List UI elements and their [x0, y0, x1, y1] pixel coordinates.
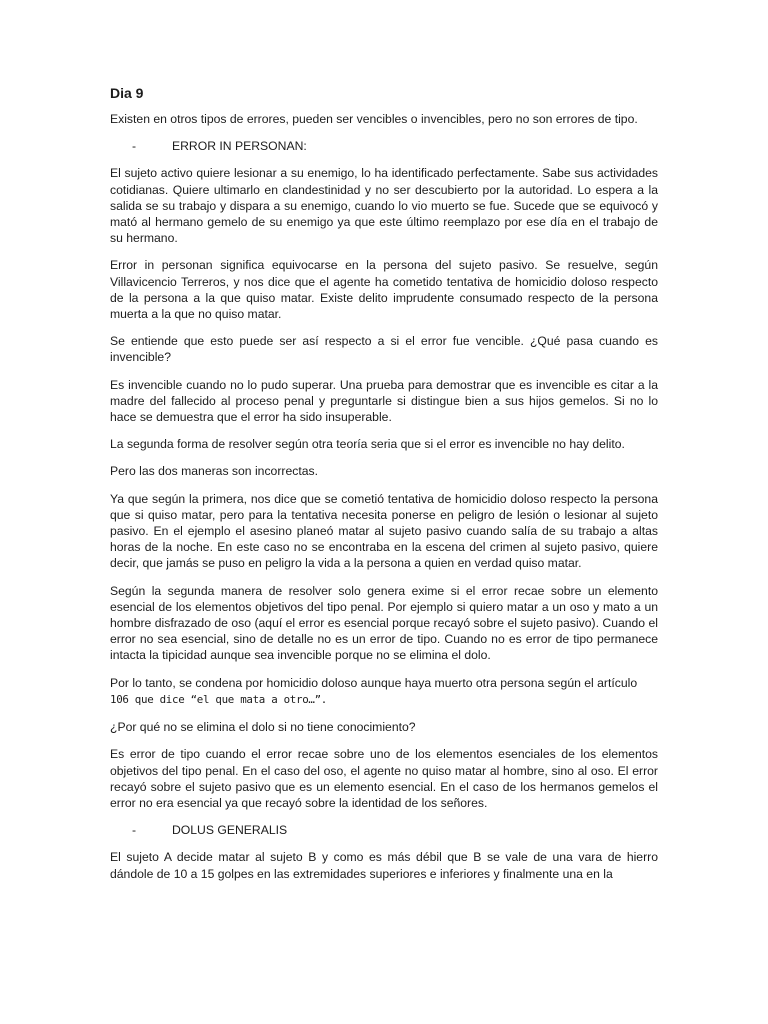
paragraph-segunda-critica: Según la segunda manera de resolver solo genera exime si el error recae sobre un elemento esencial de los elementos objetivos del tipo penal. Por ejemplo si quiero matar a un oso y mato a un hombre disfrazado de oso (aquí el error es esencial porque recayó sobre el sujeto pasivo). Cuando el error no sea esencial, sino de detalle no es un error de tipo. Cuando no es error de tipo permanece intacta la tipicidad aunque sea invencible porque no se elimina el dolo. [110, 583, 658, 663]
page-title: Dia 9 [110, 85, 144, 101]
section-heading-error-in-personan [110, 138, 658, 154]
section-heading-dolus-generalis [110, 822, 658, 838]
section-heading-text: ERROR IN PERSONAN: [172, 139, 307, 154]
paragraph-conclusion [110, 675, 658, 708]
paragraph-intro: Existen en otros tipos de errores, pueden ser vencibles o invencibles, pero no son errores de tipo. [110, 112, 638, 126]
paragraph-invencible: Es invencible cuando no lo pudo superar. Una prueba para demostrar que es invencible es citar a la madre del fallecido al proceso penal y preguntarle si distingue bien a sus hijos gemelos. Si no lo hace se demuestra que el error ha sido insuperable. [110, 377, 658, 425]
paragraph-error-de-tipo: Es error de tipo cuando el error recae sobre uno de los elementos esenciales de los elementos objetivos del tipo penal. En el caso del oso, el agente no quiso matar al hombre, sino al oso. El error recayó sobre el sujeto pasivo que es un elemento esencial. En el caso de los hermanos gemelos el error no era esencial ya que recayó sobre la identidad de los señores. [110, 747, 658, 810]
bullet-dash: - [132, 139, 137, 154]
paragraph-example: El sujeto activo quiere lesionar a su enemigo, lo ha identificado perfectamente. Sabe sus actividades cotidianas. Quiere ultimarlo en clandestinidad y no ser descubierto por la autoridad. Lo espera a la salida se su trabajo y dispara a su enemigo, cuando lo vio muerto se fue. Sucede que se equivocó y mató al hermano gemelo de su enemigo ya que este último reemplazo por ese día en el trabajo de su hermano. [110, 166, 658, 246]
paragraph-definition: Error in personan significa equivocarse en la persona del sujeto pasivo. Se resuelve, según Villavicencio Terreros, y nos dice que el agente ha cometido tentativa de homicidio doloso respecto de la persona a la que quiso matar. Existe delito imprudente consumado respecto de la persona muerta a la que no quiso matar. [110, 258, 658, 322]
paragraph-primera-critica: Ya que según la primera, nos dice que se cometió tentativa de homicidio doloso respecto la persona que si quiso matar, pero para la tentativa necesita ponerse en peligro de lesión o lesionar al sujeto pasivo. En el ejemplo el asesino planeó matar al sujeto pasivo cuando salía de su trabajo a altas horas de la noche. En este caso no se encontraba en la escena del crimen al sujeto pasivo, quiere decir, que jamás se puso en peligro la vida a la persona a quien en verdad quiso matar. [110, 491, 658, 571]
paragraph-question: ¿Por qué no se elimina el dolo si no tiene conocimiento? [110, 720, 416, 735]
section-heading-text: DOLUS GENERALIS [172, 823, 288, 838]
paragraph-incorrectas: Pero las dos maneras son incorrectas. [110, 464, 318, 479]
paragraph-vencible: Se entiende que esto puede ser así respecto a si el error fue vencible. ¿Qué pasa cuando es invencible? [110, 334, 658, 365]
document-page [110, 84, 658, 893]
article-quote: 106 que dice “el que mata a otro…”. [110, 692, 328, 706]
conclusion-text: Por lo tanto, se condena por homicidio doloso aunque haya muerto otra persona según el artículo [110, 675, 638, 690]
paragraph-segunda-forma: La segunda forma de resolver según otra teoría seria que si el error es invencible no hay delito. [110, 437, 625, 452]
paragraph-dolus-example: El sujeto A decide matar al sujeto B y como es más débil que B se vale de una vara de hierro dándole de 10 a 15 golpes en las extremidades superiores e inferiores y finalmente una en la [110, 850, 658, 881]
bullet-dash: - [132, 823, 137, 838]
